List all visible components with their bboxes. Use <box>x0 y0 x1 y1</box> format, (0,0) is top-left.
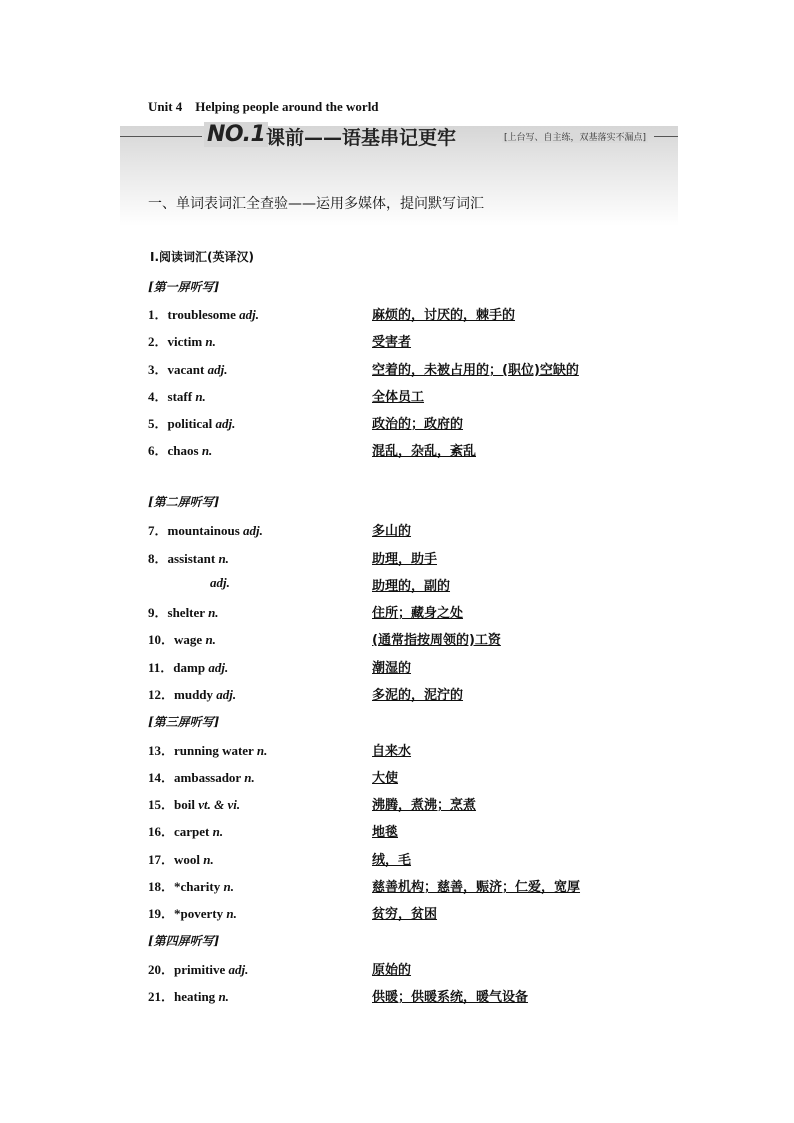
vocab-word: assistant <box>167 551 216 566</box>
vocab-english <box>148 359 227 378</box>
vocab-word: staff <box>167 389 193 404</box>
vocab-row <box>148 359 668 379</box>
vocab-word: chaos <box>167 443 199 458</box>
vocab-meaning: 自来水 <box>372 744 412 759</box>
vocab-meaning: 潮湿的 <box>372 661 412 676</box>
vocab-word: troublesome <box>167 307 236 322</box>
vocab-part-of-speech: adj. <box>207 362 228 377</box>
vocab-english <box>148 903 237 922</box>
vocab-meaning: 住所；藏身之处 <box>372 606 464 621</box>
vocab-english <box>148 986 229 1005</box>
vocab-word: carpet <box>174 824 210 839</box>
vocab-english <box>148 959 248 978</box>
vocab-english <box>148 849 214 868</box>
vocab-part-of-speech: n. <box>201 443 213 458</box>
vocab-part-of-speech: adj. <box>216 687 237 702</box>
vocab-row <box>148 849 668 869</box>
vocab-row <box>148 629 668 649</box>
vocab-meaning: 空着的，未被占用的；(职位)空缺的 <box>372 363 579 378</box>
vocab-number: 1． <box>148 307 168 322</box>
vocab-english <box>148 821 223 840</box>
vocab-part-of-speech: adj. <box>243 523 263 538</box>
vocab-meaning: 政治的；政府的 <box>372 417 464 432</box>
vocab-number: 9． <box>148 605 168 620</box>
vocab-number: 10． <box>148 632 175 647</box>
vocab-english <box>148 331 216 350</box>
vocab-row <box>148 413 668 433</box>
vocab-meaning: 慈善机构；慈善，赈济；仁爱，宽厚 <box>372 880 581 895</box>
vocab-row <box>148 520 668 540</box>
vocab-number: 5． <box>148 416 168 431</box>
vocab-part-of-speech: n. <box>205 334 216 349</box>
vocab-english <box>148 629 216 648</box>
vocab-word: mountainous <box>167 523 240 538</box>
group-heading-2: [第二屏听写] <box>148 495 220 509</box>
vocab-number: 18． <box>148 879 175 894</box>
banner-note: [上台写、自主练，双基落实不漏点] <box>502 130 648 143</box>
vocab-word: damp <box>173 660 206 675</box>
vocab-row <box>148 331 668 351</box>
vocab-english <box>148 740 267 759</box>
vocab-number: 3． <box>148 362 168 377</box>
vocab-number: 14． <box>148 770 175 785</box>
vocab-row <box>148 440 668 460</box>
vocab-row <box>148 986 668 1006</box>
vocab-meaning: 麻烦的，讨厌的，棘手的 <box>372 308 516 323</box>
vocab-number: 7． <box>148 523 168 538</box>
vocab-part-of-speech: n. <box>256 743 268 758</box>
banner-heading: 课前——语基串记更牢 <box>266 127 457 149</box>
vocab-word: victim <box>167 334 203 349</box>
sub-title: Ⅰ.阅读词汇(英译汉) <box>150 250 254 264</box>
vocab-meaning: 贫穷，贫困 <box>372 907 438 922</box>
vocab-meaning: 助理的，副的 <box>372 579 451 594</box>
vocab-english <box>148 440 212 459</box>
vocab-part-of-speech: n. <box>218 551 229 566</box>
vocab-row <box>148 684 668 704</box>
vocab-part-of-speech: vt. & vi. <box>198 797 241 812</box>
vocab-number: 15． <box>148 797 175 812</box>
vocab-part-of-speech: n. <box>212 824 224 839</box>
vocab-english <box>148 794 240 813</box>
vocab-number: 21． <box>148 989 175 1004</box>
banner-rule-left <box>120 136 202 137</box>
vocab-english <box>148 657 228 676</box>
vocab-row <box>148 657 668 677</box>
vocab-meaning: 受害者 <box>372 335 412 350</box>
vocab-meaning: 多泥的，泥泞的 <box>372 688 464 703</box>
vocab-english <box>148 602 219 621</box>
vocab-row <box>148 304 668 324</box>
vocab-meaning: 地毯 <box>372 825 399 840</box>
vocab-meaning: 原始的 <box>372 963 412 978</box>
vocab-row <box>148 876 668 896</box>
vocab-word: ambassador <box>174 770 241 785</box>
group-heading-1: [第一屏听写] <box>148 280 220 294</box>
vocab-meaning: 沸腾，煮沸；烹煮 <box>372 798 477 813</box>
vocab-meaning: (通常指按周领的)工资 <box>372 633 501 648</box>
vocab-number: 17． <box>148 852 175 867</box>
vocab-row <box>148 959 668 979</box>
vocab-number: 20． <box>148 962 175 977</box>
vocab-row <box>148 386 668 406</box>
vocab-word: primitive <box>174 962 226 977</box>
section-title: 一、单词表词汇全查验——运用多媒体，提问默写词汇 <box>148 196 484 212</box>
vocab-word: shelter <box>167 605 205 620</box>
vocab-part-of-speech: adj. <box>208 660 229 675</box>
vocab-part-of-speech: adj. <box>239 307 260 322</box>
vocab-word: vacant <box>167 362 205 377</box>
vocab-part-of-speech: n. <box>208 605 219 620</box>
vocab-row <box>148 794 668 814</box>
vocab-number: 11． <box>148 660 174 675</box>
vocab-number: 6． <box>148 443 168 458</box>
vocab-word: political <box>167 416 213 431</box>
vocab-word: *charity <box>174 879 221 894</box>
vocab-word: wool <box>174 852 201 867</box>
vocab-meaning: 混乱，杂乱，紊乱 <box>372 444 477 459</box>
unit-title: Unit 4 Helping people around the world <box>148 99 379 114</box>
vocab-word: running water <box>174 743 254 758</box>
vocab-meaning: 全体员工 <box>372 390 425 405</box>
vocab-part-of-speech: n. <box>218 989 229 1004</box>
vocab-part-of-speech: n. <box>205 632 216 647</box>
vocab-row <box>148 740 668 760</box>
vocab-word: muddy <box>174 687 214 702</box>
vocab-english <box>148 413 235 432</box>
vocab-english <box>148 304 259 323</box>
vocab-part-of-speech: n. <box>226 906 237 921</box>
vocab-meaning: 多山的 <box>372 524 412 539</box>
vocab-part-of-speech: n. <box>244 770 255 785</box>
vocab-row <box>148 602 668 622</box>
vocab-row <box>148 548 668 568</box>
vocab-part-of-speech: n. <box>223 879 234 894</box>
vocab-number: 16． <box>148 824 175 839</box>
vocab-part-of-speech: adj. <box>210 575 230 590</box>
vocab-english <box>148 876 234 895</box>
vocab-row <box>148 821 668 841</box>
vocab-word: boil <box>174 797 195 812</box>
vocab-number: 8． <box>148 551 168 566</box>
vocab-part-of-speech: adj. <box>228 962 249 977</box>
vocab-meaning: 绒，毛 <box>372 853 412 868</box>
banner-number: NO.1 <box>204 122 268 147</box>
group-heading-4: [第四屏听写] <box>148 934 220 948</box>
group-heading-3: [第三屏听写] <box>148 715 220 729</box>
banner-rule-right <box>654 136 678 137</box>
vocab-number: 19． <box>148 906 175 921</box>
vocab-english <box>148 684 236 703</box>
vocab-number: 12． <box>148 687 175 702</box>
vocab-meaning: 助理，助手 <box>372 552 438 567</box>
vocab-english <box>148 520 263 539</box>
vocab-word: heating <box>174 989 216 1004</box>
vocab-english <box>210 575 230 591</box>
vocab-meaning: 大使 <box>372 771 399 786</box>
vocab-word: wage <box>174 632 203 647</box>
vocab-english <box>148 548 229 567</box>
vocab-english <box>148 767 255 786</box>
vocab-meaning: 供暖；供暖系统，暖气设备 <box>372 990 529 1005</box>
vocab-part-of-speech: n. <box>195 389 206 404</box>
vocab-number: 2． <box>148 334 168 349</box>
vocab-word: *poverty <box>174 906 224 921</box>
vocab-english <box>148 386 206 405</box>
vocab-row <box>148 767 668 787</box>
vocab-row <box>148 575 668 595</box>
vocab-number: 13． <box>148 743 175 758</box>
vocab-row <box>148 903 668 923</box>
vocab-part-of-speech: n. <box>203 852 214 867</box>
vocab-part-of-speech: adj. <box>215 416 236 431</box>
vocab-number: 4． <box>148 389 168 404</box>
